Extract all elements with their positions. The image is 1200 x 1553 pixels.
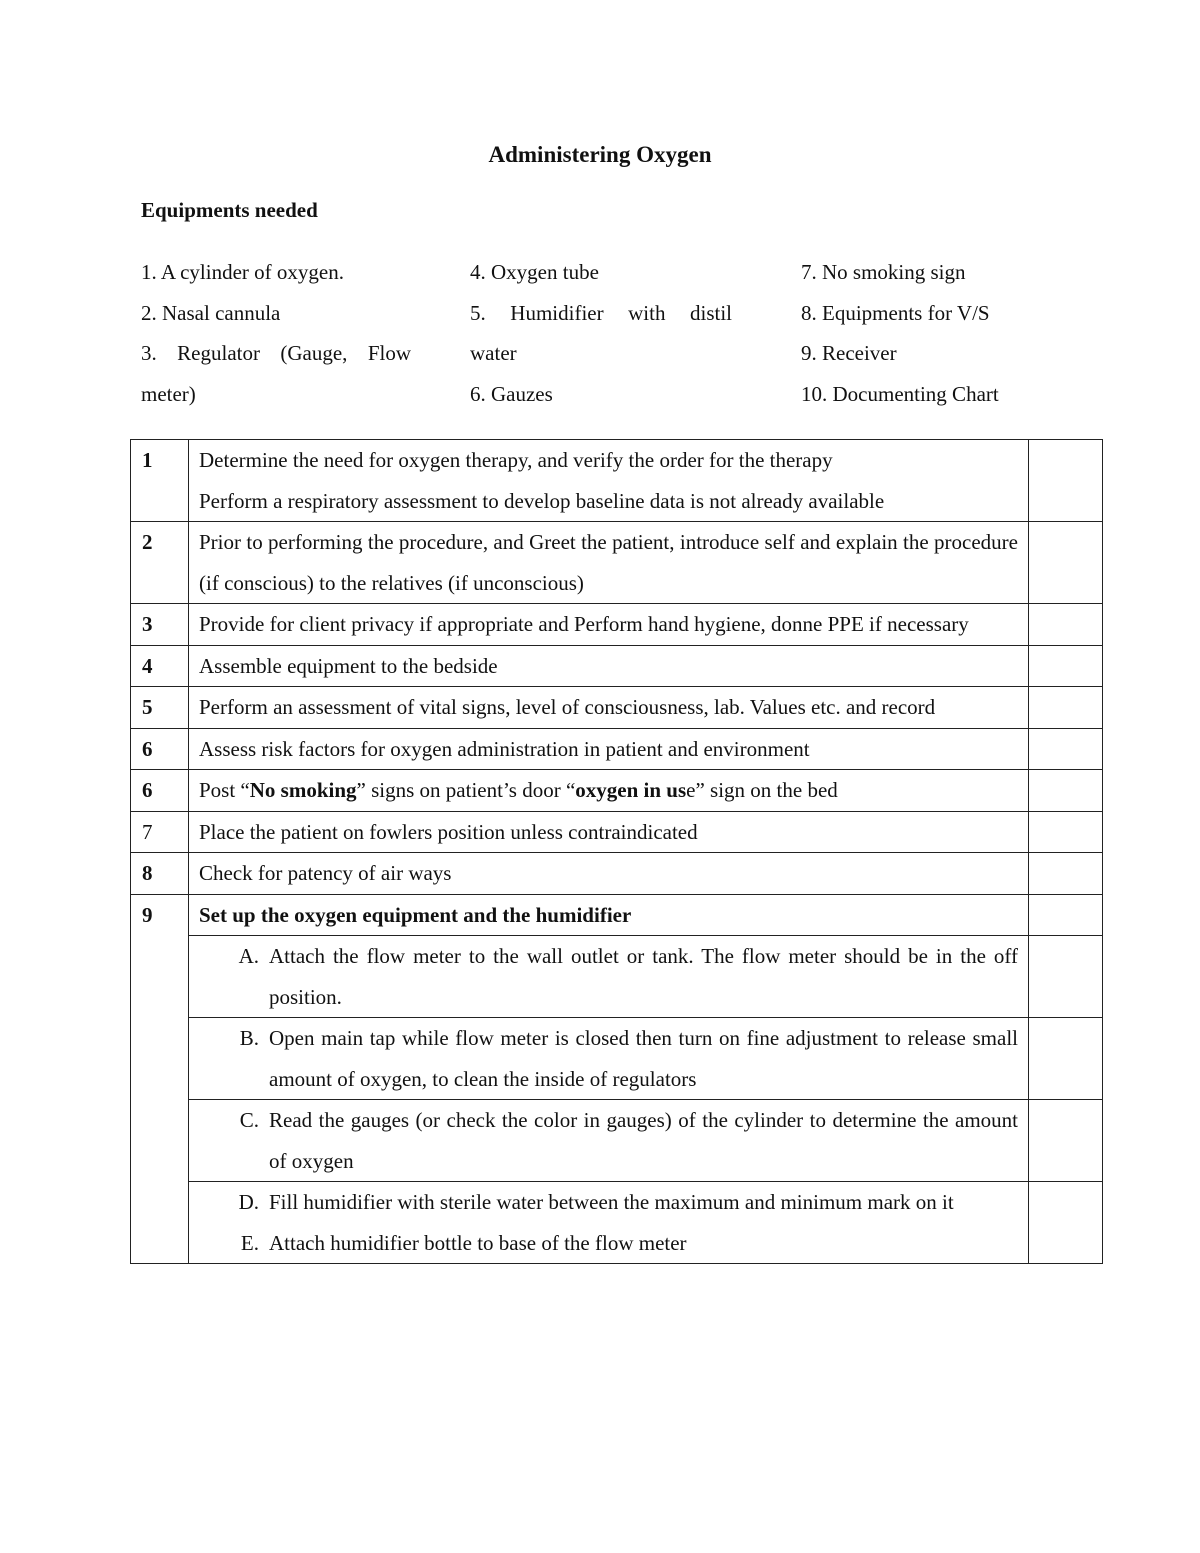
check-cell[interactable]: [1029, 936, 1103, 1018]
substep-text: Read the gauges (or check the color in gauges) of the cylinder to determine the amount of oxygen: [269, 1108, 1018, 1173]
check-cell[interactable]: [1029, 894, 1103, 936]
step-text-part: e” sign on the bed: [686, 778, 838, 802]
step-text: Check for patency of air ways: [189, 853, 1029, 895]
check-cell[interactable]: [1029, 770, 1103, 812]
table-row: [131, 728, 1103, 770]
step-text: [189, 894, 1029, 936]
substep-label: A.: [238, 944, 259, 968]
step-text: [189, 770, 1029, 812]
equipment-item: 1. A cylinder of oxygen.: [141, 260, 344, 284]
substep-cell: [189, 1182, 1029, 1264]
step-text: Place the patient on fowlers position unless contraindicated: [189, 811, 1029, 853]
check-cell[interactable]: [1029, 440, 1103, 522]
substep-label: C.: [239, 1108, 259, 1132]
table-row: [131, 1100, 1103, 1182]
equipment-column-1: [141, 252, 411, 414]
check-cell[interactable]: [1029, 645, 1103, 687]
substep: [199, 1223, 1018, 1264]
equipment-item: 9. Receiver: [801, 341, 897, 365]
no-smoking-emphasis: No smoking: [249, 778, 357, 802]
table-row: [131, 645, 1103, 687]
check-cell[interactable]: [1029, 604, 1103, 646]
equipment-item: 2. Nasal cannula: [141, 300, 281, 325]
step-text: Assemble equipment to the bedside: [189, 645, 1029, 687]
step-number: 9: [131, 894, 189, 1264]
step-number: 6: [131, 770, 189, 812]
table-row: [131, 440, 1103, 522]
step-line: Determine the need for oxygen therapy, and verify the order for the therapy: [199, 448, 833, 472]
oxygen-in-use-emphasis: oxygen in us: [575, 778, 687, 802]
substep: [199, 936, 1018, 1017]
table-row: [131, 1182, 1103, 1264]
step-heading: Set up the oxygen equipment and the humidifier: [199, 902, 632, 927]
equipment-item: 5. Humidifier with distil: [470, 300, 732, 325]
substep-text: Attach humidifier bottle to base of the flow meter: [269, 1230, 687, 1255]
substep-cell: [189, 936, 1029, 1018]
step-number: 5: [131, 687, 189, 729]
equipment-heading: Equipments needed: [141, 198, 318, 222]
equipment-column-3: [801, 252, 1061, 414]
step-number: 2: [131, 522, 189, 604]
step-number: 8: [131, 853, 189, 895]
table-row: [131, 853, 1103, 895]
step-number: 4: [131, 645, 189, 687]
equipment-item: water: [470, 341, 517, 365]
step-text: Assess risk factors for oxygen administration in patient and environment: [189, 728, 1029, 770]
check-cell[interactable]: [1029, 853, 1103, 895]
step-text: [189, 440, 1029, 522]
equipment-column-2: [470, 252, 732, 414]
table-row: [131, 936, 1103, 1018]
procedure-table: [130, 439, 1103, 1264]
check-cell[interactable]: [1029, 522, 1103, 604]
step-text: Prior to performing the procedure, and Greet the patient, introduce self and explain the procedure (if conscious) to the relatives (if unconscious): [189, 522, 1029, 604]
substep-label: B.: [239, 1026, 259, 1050]
step-text-part: ” signs on patient’s door “: [356, 778, 576, 802]
step-number: 3: [131, 604, 189, 646]
step-text: Provide for client privacy if appropriate and Perform hand hygiene, donne PPE if necessary: [189, 604, 1029, 646]
equipment-item: 3. Regulator (Gauge, Flow: [141, 341, 411, 365]
step-text-part: Post “: [199, 778, 250, 802]
substep-cell: [189, 1100, 1029, 1182]
check-cell[interactable]: [1029, 811, 1103, 853]
equipment-item: 8. Equipments for V/S: [801, 300, 990, 325]
table-row: [131, 604, 1103, 646]
step-number: 6: [131, 728, 189, 770]
equipment-item: meter): [141, 381, 196, 406]
substep-cell: [189, 1018, 1029, 1100]
substep: [199, 1100, 1018, 1181]
table-row: [131, 1018, 1103, 1100]
table-row: [131, 687, 1103, 729]
step-text: Perform an assessment of vital signs, level of consciousness, lab. Values etc. and record: [189, 687, 1029, 729]
substep-label: D.: [238, 1190, 259, 1214]
step-line: Perform a respiratory assessment to develop baseline data is not already available: [199, 488, 885, 513]
check-cell[interactable]: [1029, 1100, 1103, 1182]
table-row: [131, 770, 1103, 812]
check-cell[interactable]: [1029, 687, 1103, 729]
step-number: 7: [131, 811, 189, 853]
page-title: Administering Oxygen: [488, 142, 712, 167]
substep: [199, 1018, 1018, 1099]
equipment-item: 10. Documenting Chart: [801, 381, 999, 406]
substep: [199, 1182, 1018, 1223]
equipment-item: 6. Gauzes: [470, 381, 553, 406]
equipment-item: 7. No smoking sign: [801, 260, 966, 284]
table-row: [131, 522, 1103, 604]
step-number: 1: [131, 440, 189, 522]
substep-text: Open main tap while flow meter is closed then turn on fine adjustment to release small amount of oxygen, to clean the inside of regulators: [269, 1026, 1018, 1091]
check-cell[interactable]: [1029, 1018, 1103, 1100]
table-row: [131, 894, 1103, 936]
check-cell[interactable]: [1029, 728, 1103, 770]
equipment-item: 4. Oxygen tube: [470, 260, 599, 284]
substep-text: Attach the flow meter to the wall outlet or tank. The flow meter should be in the off position.: [269, 944, 1018, 1009]
check-cell[interactable]: [1029, 1182, 1103, 1264]
table-row: [131, 811, 1103, 853]
substep-label: E.: [240, 1230, 259, 1255]
substep-text: Fill humidifier with sterile water between the maximum and minimum mark on it: [269, 1190, 954, 1214]
